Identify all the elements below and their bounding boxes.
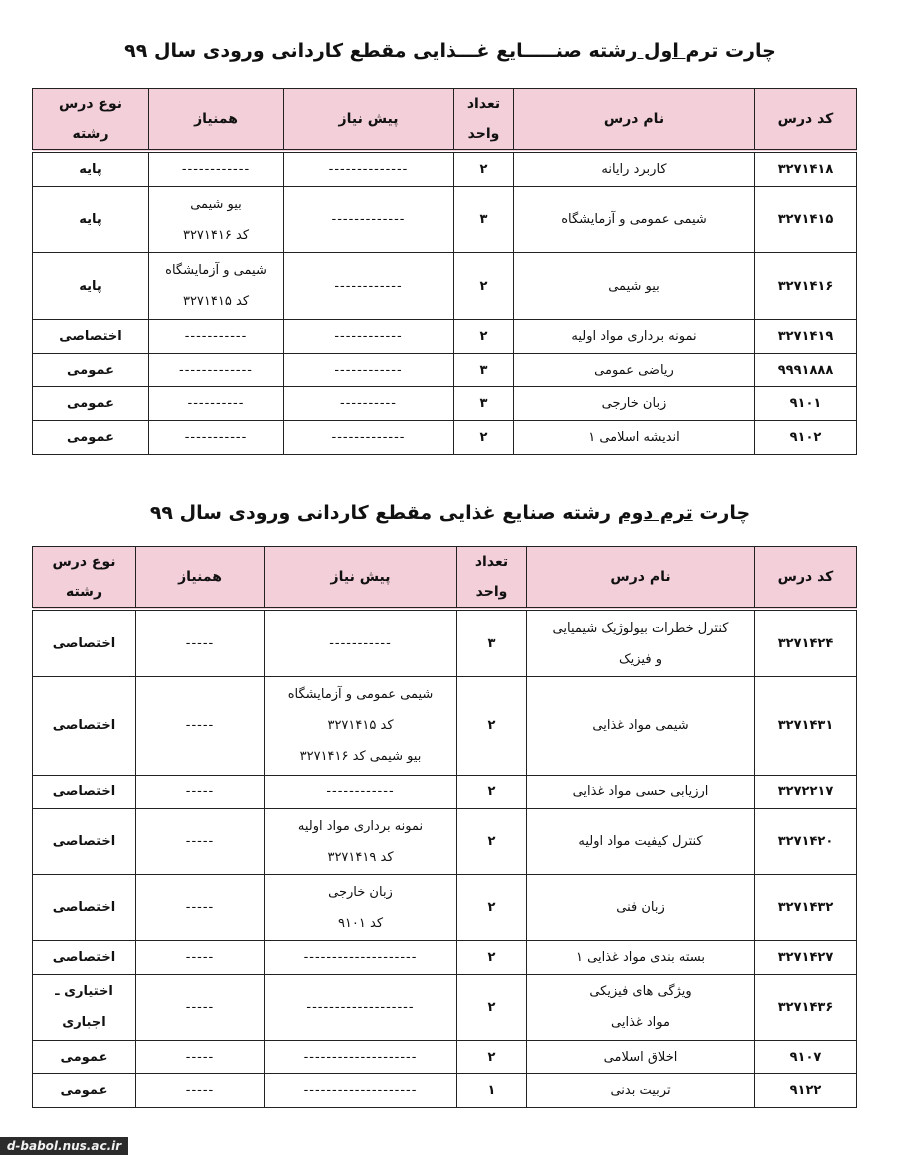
header-prerequisite: پیش نیاز: [265, 547, 457, 610]
cell-course-code: ۳۲۷۱۴۱۸: [755, 151, 857, 186]
cell-course-name: اخلاق اسلامی: [527, 1040, 755, 1074]
cell-units: ۲: [457, 775, 527, 809]
cell-course-code: ۳۲۷۱۴۲۷: [755, 941, 857, 975]
cell-corequisite: ------------: [149, 151, 284, 186]
cell-corequisite: -----------: [149, 421, 284, 455]
header-course-name: نام درس: [514, 89, 755, 152]
term2-title-part1: چارت: [692, 502, 751, 524]
cell-units: ۳: [457, 609, 527, 677]
cell-prerequisite: --------------------: [265, 1074, 457, 1108]
cell-course-code: ۹۱۰۲: [755, 421, 857, 455]
cell-course-name: بسته بندی مواد غذایی ۱: [527, 941, 755, 975]
header-course-code: کد درس: [755, 89, 857, 152]
table-row: [33, 319, 857, 353]
cell-course-code: ۹۱۰۱: [755, 387, 857, 421]
cell-units: ۲: [457, 1040, 527, 1074]
cell-corequisite: شیمی و آزمایشگاه کد ۳۲۷۱۴۱۵: [149, 253, 284, 320]
cell-units: ۱: [457, 1074, 527, 1108]
term1-title-part1: چارت ترم: [685, 40, 776, 62]
header-units: تعداد واحد: [457, 547, 527, 610]
header-course-type: نوع درس رشته: [33, 547, 136, 610]
cell-prerequisite: -------------------: [265, 974, 457, 1040]
cell-course-type: پایه: [33, 151, 149, 186]
cell-course-type: پایه: [33, 186, 149, 253]
cell-prerequisite: --------------------: [265, 1040, 457, 1074]
cell-corequisite: -----: [136, 677, 265, 776]
cell-course-name: ارزیابی حسی مواد غذایی: [527, 775, 755, 809]
table-row: [33, 421, 857, 455]
cell-course-type: اختصاصی: [33, 319, 149, 353]
header-corequisite: همنیاز: [136, 547, 265, 610]
cell-units: ۳: [454, 387, 514, 421]
cell-corequisite: -----: [136, 875, 265, 941]
cell-course-name: کنترل کیفیت مواد اولیه: [527, 809, 755, 875]
cell-corequisite: -----: [136, 609, 265, 677]
cell-course-type: اختصاصی: [33, 941, 136, 975]
cell-course-type: اختصاصی: [33, 775, 136, 809]
cell-prerequisite: نمونه برداری مواد اولیه کد ۳۲۷۱۴۱۹: [265, 809, 457, 875]
cell-corequisite: ----------: [149, 387, 284, 421]
cell-course-name: شیمی مواد غذایی: [527, 677, 755, 776]
cell-corequisite: -----: [136, 1040, 265, 1074]
term2-table: [32, 546, 857, 1108]
term2-title-part3: رشته صنایع غذایی مقطع کاردانی ورودی سال ۹۹: [149, 502, 618, 524]
cell-course-type: اختصاصی: [33, 875, 136, 941]
table-header-row: [33, 547, 857, 610]
cell-course-name: زبان خارجی: [514, 387, 755, 421]
cell-course-code: ۹۱۰۷: [755, 1040, 857, 1074]
table-row: [33, 677, 857, 776]
cell-prerequisite: شیمی عمومی و آزمایشگاه کد ۳۲۷۱۴۱۵ بیو شیمی کد ۳۲۷۱۴۱۶: [265, 677, 457, 776]
cell-course-name: زبان فنی: [527, 875, 755, 941]
term1-title-term: اول: [637, 40, 686, 62]
cell-course-name: تربیت بدنی: [527, 1074, 755, 1108]
cell-prerequisite: -----------: [265, 609, 457, 677]
table-row: [33, 186, 857, 253]
cell-course-type: اختیاری ـ اجباری: [33, 974, 136, 1040]
cell-corequisite: -----: [136, 1074, 265, 1108]
cell-units: ۲: [457, 974, 527, 1040]
table-row: [33, 253, 857, 320]
cell-course-code: ۹۹۹۱۸۸۸: [755, 353, 857, 387]
cell-prerequisite: ------------: [284, 319, 454, 353]
cell-prerequisite: ------------: [284, 253, 454, 320]
table-row: [33, 974, 857, 1040]
table-row: [33, 387, 857, 421]
term1-title-part3: رشته صنـــــایع غـــذایی مقطع کاردانی ورودی سال ۹۹: [124, 40, 638, 62]
cell-course-name: کاربرد رایانه: [514, 151, 755, 186]
cell-course-code: ۳۲۷۱۴۲۴: [755, 609, 857, 677]
cell-corequisite: -----: [136, 775, 265, 809]
table-row: [33, 609, 857, 677]
table-row: [33, 809, 857, 875]
cell-course-name: اندیشه اسلامی ۱: [514, 421, 755, 455]
header-prerequisite: پیش نیاز: [284, 89, 454, 152]
header-course-type: نوع درس رشته: [33, 89, 149, 152]
cell-prerequisite: ------------: [284, 353, 454, 387]
cell-units: ۲: [454, 319, 514, 353]
cell-course-code: ۳۲۷۱۴۳۶: [755, 974, 857, 1040]
cell-course-type: پایه: [33, 253, 149, 320]
cell-course-type: عمومی: [33, 1040, 136, 1074]
cell-prerequisite: --------------------: [265, 941, 457, 975]
cell-units: ۲: [457, 875, 527, 941]
term1-table: [32, 88, 857, 455]
term2-title-term: ترم دوم: [617, 502, 693, 524]
term2-title: [0, 502, 900, 524]
cell-course-type: اختصاصی: [33, 677, 136, 776]
cell-corequisite: -----: [136, 941, 265, 975]
header-course-name: نام درس: [527, 547, 755, 610]
cell-course-code: ۳۲۷۱۴۱۵: [755, 186, 857, 253]
cell-course-type: عمومی: [33, 387, 149, 421]
table-row: [33, 353, 857, 387]
site-watermark: d-babol.nus.ac.ir: [0, 1137, 128, 1155]
table-row: [33, 775, 857, 809]
table-row: [33, 151, 857, 186]
table-row: [33, 875, 857, 941]
cell-course-type: عمومی: [33, 421, 149, 455]
cell-corequisite: -------------: [149, 353, 284, 387]
cell-course-code: ۳۲۷۱۴۳۱: [755, 677, 857, 776]
table-row: [33, 1040, 857, 1074]
cell-course-name: شیمی عمومی و آزمایشگاه: [514, 186, 755, 253]
header-course-code: کد درس: [755, 547, 857, 610]
cell-units: ۳: [454, 186, 514, 253]
cell-units: ۲: [454, 421, 514, 455]
cell-units: ۲: [454, 151, 514, 186]
cell-prerequisite: -------------: [284, 186, 454, 253]
header-corequisite: همنیاز: [149, 89, 284, 152]
cell-course-code: ۳۲۷۲۲۱۷: [755, 775, 857, 809]
cell-course-name: بیو شیمی: [514, 253, 755, 320]
cell-course-code: ۳۲۷۱۴۱۹: [755, 319, 857, 353]
table-row: [33, 941, 857, 975]
cell-corequisite: بیو شیمی کد ۳۲۷۱۴۱۶: [149, 186, 284, 253]
cell-prerequisite: --------------: [284, 151, 454, 186]
cell-course-name: ریاضی عمومی: [514, 353, 755, 387]
term1-title: [0, 40, 900, 62]
table-header-row: [33, 89, 857, 152]
cell-course-code: ۳۲۷۱۴۳۲: [755, 875, 857, 941]
cell-units: ۲: [454, 253, 514, 320]
header-units: تعداد واحد: [454, 89, 514, 152]
cell-course-code: ۳۲۷۱۴۱۶: [755, 253, 857, 320]
cell-corequisite: -----: [136, 809, 265, 875]
cell-units: ۳: [454, 353, 514, 387]
cell-units: ۲: [457, 809, 527, 875]
cell-prerequisite: ----------: [284, 387, 454, 421]
cell-course-type: اختصاصی: [33, 609, 136, 677]
cell-units: ۲: [457, 941, 527, 975]
cell-prerequisite: ------------: [265, 775, 457, 809]
table-row: [33, 1074, 857, 1108]
cell-prerequisite: -------------: [284, 421, 454, 455]
cell-prerequisite: زبان خارجی کد ۹۱۰۱: [265, 875, 457, 941]
cell-course-code: ۹۱۲۲: [755, 1074, 857, 1108]
cell-course-type: عمومی: [33, 1074, 136, 1108]
cell-course-type: عمومی: [33, 353, 149, 387]
cell-units: ۲: [457, 677, 527, 776]
cell-course-name: ویژگی های فیزیکی مواد غذایی: [527, 974, 755, 1040]
cell-course-name: نمونه برداری مواد اولیه: [514, 319, 755, 353]
cell-course-name: کنترل خطرات بیولوژیک شیمیایی و فیزیک: [527, 609, 755, 677]
cell-course-type: اختصاصی: [33, 809, 136, 875]
cell-corequisite: -----: [136, 974, 265, 1040]
cell-course-code: ۳۲۷۱۴۲۰: [755, 809, 857, 875]
cell-corequisite: -----------: [149, 319, 284, 353]
